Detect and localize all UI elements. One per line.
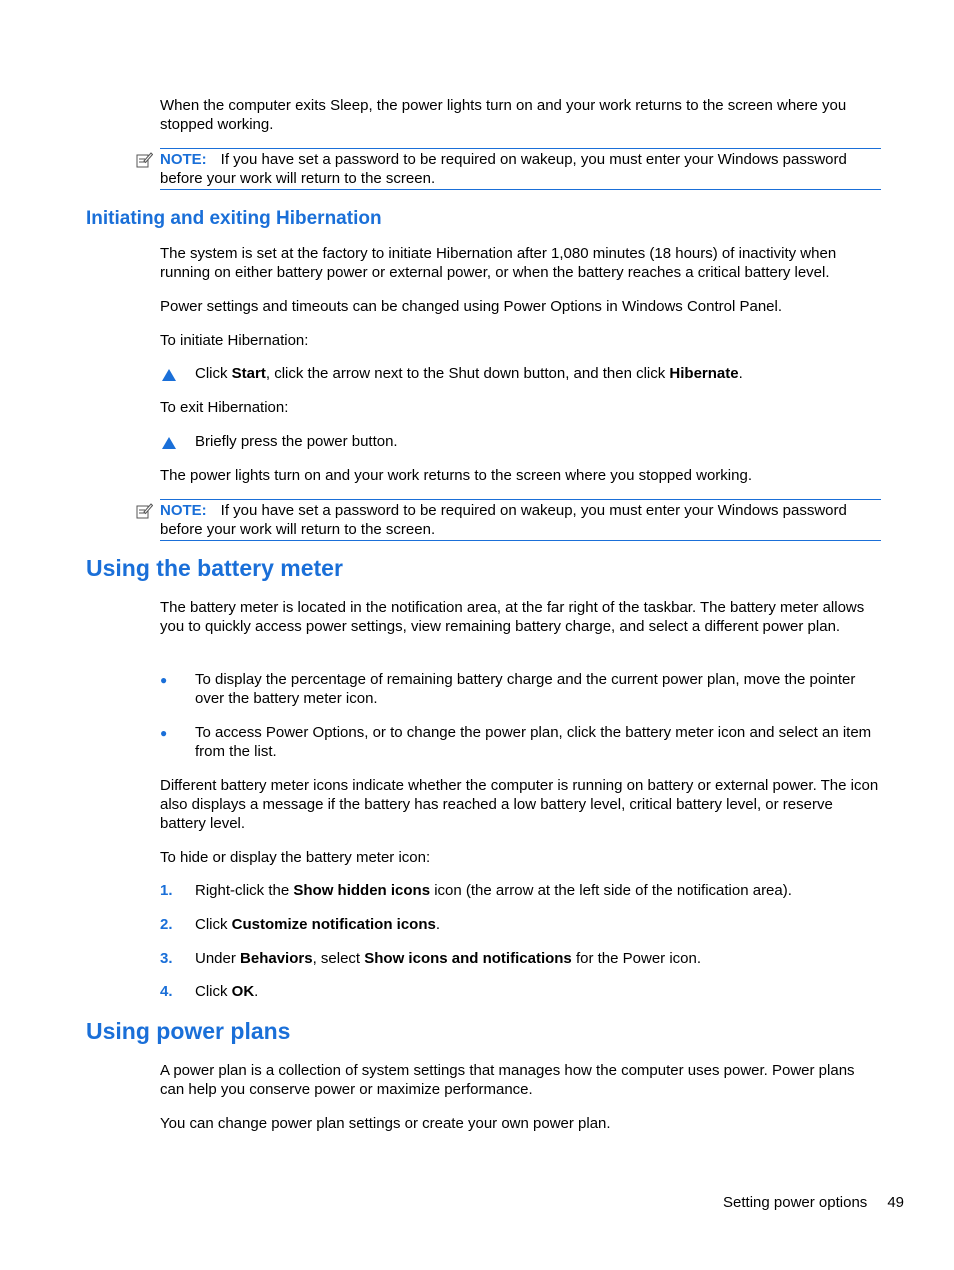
step-text: Click Customize notification icons. (195, 916, 441, 933)
initiate-label: To initiate Hibernation: (160, 332, 309, 349)
triangle-bullet-icon (161, 436, 177, 450)
exit-label: To exit Hibernation: (160, 399, 289, 416)
battery-paragraph-1: The battery meter is located in the notification area, at the far right of the taskbar. The battery meter allows you to quickly access power settings, view remaining battery charge, and select a different power plan. (160, 599, 865, 635)
step-number: 3. (160, 950, 173, 967)
step-number: 2. (160, 916, 173, 933)
hibernation-paragraph-1: The system is set at the factory to initiate Hibernation after 1,080 minutes (18 hours) of inactivity when running on either battery power or external power, or when the battery reaches a critical battery level. (160, 245, 837, 281)
footer-section-title: Setting power options (723, 1194, 868, 1211)
intro-paragraph: When the computer exits Sleep, the power lights turn on and your work returns to the screen where you stopped working. (160, 97, 847, 133)
exit-step (160, 432, 882, 452)
note-label: NOTE: (160, 502, 207, 519)
battery-step-2 (160, 915, 882, 935)
plans-paragraph-1: A power plan is a collection of system settings that manages how the computer uses power. Power plans can help you conserve power or maximize performance. (160, 1062, 855, 1098)
hibernation-heading: Initiating and exiting Hibernation (86, 208, 382, 229)
battery-paragraph-3: To hide or display the battery meter icon: (160, 849, 431, 866)
page-number: 49 (887, 1194, 904, 1211)
battery-meter-heading: Using the battery meter (86, 555, 343, 581)
note-box (160, 148, 881, 190)
battery-bullet-1-text: To display the percentage of remaining battery charge and the current power plan, move the pointer over the battery meter icon. (195, 671, 856, 707)
note-text: If you have set a password to be required on wakeup, you must enter your Windows password before your work will return to the screen. (160, 502, 847, 538)
plans-paragraph-2: You can change power plan settings or create your own power plan. (160, 1115, 611, 1132)
battery-bullet-1 (160, 670, 882, 710)
bullet-dot-icon: ● (160, 726, 168, 740)
battery-step-4 (160, 982, 882, 1002)
triangle-bullet-icon (161, 368, 177, 382)
note-pencil-icon (135, 151, 153, 169)
battery-step-3 (160, 949, 882, 969)
initiate-step-text: Click Start, click the arrow next to the Shut down button, and then click Hibernate. (195, 365, 743, 382)
note-text: If you have set a password to be required on wakeup, you must enter your Windows password before your work will return to the screen. (160, 151, 847, 187)
step-text: Right-click the Show hidden icons icon (the arrow at the left side of the notification area). (195, 882, 792, 899)
step-number: 4. (160, 983, 173, 1000)
bullet-dot-icon: ● (160, 673, 168, 687)
note-box (160, 499, 881, 541)
step-text: Under Behaviors, select Show icons and notifications for the Power icon. (195, 950, 702, 967)
battery-step-1 (160, 881, 882, 901)
hibernation-paragraph-3: The power lights turn on and your work returns to the screen where you stopped working. (160, 467, 752, 484)
power-plans-heading: Using power plans (86, 1018, 291, 1044)
battery-bullet-2 (160, 723, 882, 763)
step-number: 1. (160, 882, 173, 899)
note-pencil-icon (135, 502, 153, 520)
battery-bullet-2-text: To access Power Options, or to change the power plan, click the battery meter icon and select an item from the list. (195, 724, 872, 760)
step-text: Click OK. (195, 983, 259, 1000)
initiate-step (160, 364, 882, 384)
page-footer (723, 1193, 904, 1212)
note-label: NOTE: (160, 151, 207, 168)
hibernation-paragraph-2: Power settings and timeouts can be changed using Power Options in Windows Control Panel. (160, 298, 783, 315)
battery-paragraph-2: Different battery meter icons indicate whether the computer is running on battery or external power. The icon also displays a message if the battery has reached a low battery level, critical battery level, or reserve battery level. (160, 777, 879, 832)
exit-step-text: Briefly press the power button. (195, 433, 398, 450)
